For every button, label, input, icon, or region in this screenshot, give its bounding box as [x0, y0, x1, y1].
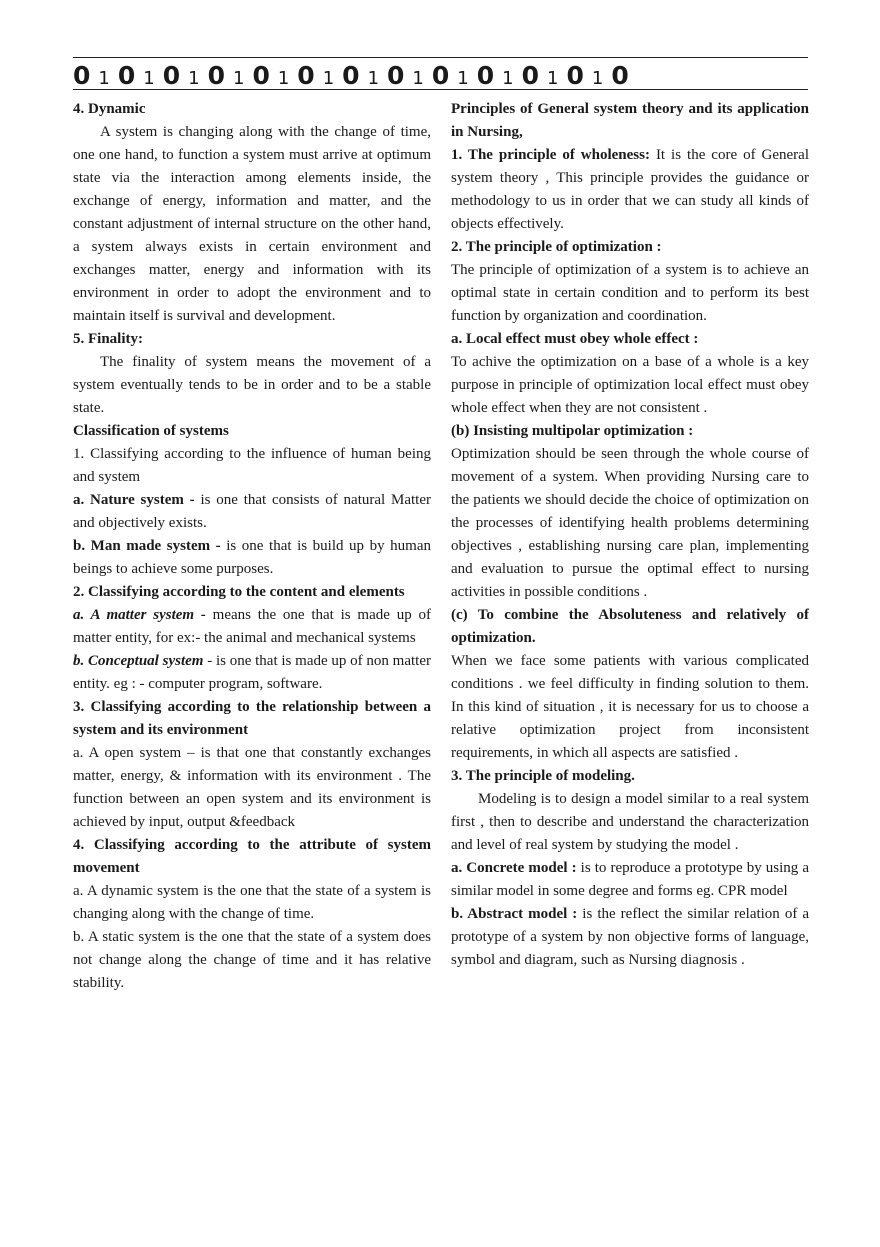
class3-heading: 3. Classifying according to the relationship between a system and its environment [73, 699, 431, 738]
matter-system-label: a. A matter system - [73, 607, 206, 623]
concrete-model-paragraph [451, 857, 809, 903]
header-digit: 0 [387, 61, 405, 88]
concrete-model-label: a. Concrete model : [451, 860, 577, 876]
header-digit: 0 [342, 61, 360, 88]
nature-system-text: is one that consists of natural Matter and objectively exists. [73, 492, 431, 531]
nature-system-label: a. Nature system - [73, 492, 195, 508]
manmade-system-label: b. Man made system - [73, 538, 221, 554]
local-effect-paragraph: To achive the optimization on a base of a whole is a key purpose in principle of optimization local effect must obey whole effect when they are not consistent . [451, 354, 809, 416]
header-digit: 0 [521, 61, 539, 88]
header-digit: 0 [297, 61, 315, 88]
header-digit: 1 [277, 68, 290, 88]
class1-paragraph: 1. Classifying according to the influence of human being and system [73, 446, 431, 485]
finality-heading: 5. Finality: [73, 331, 143, 347]
open-system-paragraph: a. A open system – is that one that constantly exchanges matter, energy, & information with its environment . The function between an open system and its environment is achieved by input, output &feedback [73, 745, 431, 830]
header-digit: 0 [207, 61, 225, 88]
multipolar-paragraph: Optimization should be seen through the whole course of movement of a system. When providing Nursing care to the patients we should decide the choice of optimization on the processes of identifying health problems determining objectives , establishing nursing care plan, implementing and evaluation to pursue the optimal effect to nursing activities in possible conditions . [451, 446, 809, 600]
optimization-paragraph: The principle of optimization of a system is to achieve an optimal state in certain condition and to perform its best function by organization and coordination. [451, 262, 809, 324]
header-digit: 1 [457, 68, 469, 88]
header-digit: 1 [591, 68, 604, 88]
modeling-heading: 3. The principle of modeling. [451, 768, 635, 784]
binary-header-bar [73, 60, 808, 88]
abstract-model-paragraph [451, 903, 809, 972]
header-digit: 0 [611, 61, 629, 88]
header-digit: 0 [162, 61, 181, 88]
wholeness-paragraph [451, 144, 809, 236]
header-digit: 1 [188, 68, 200, 88]
header-digit: 1 [367, 68, 380, 88]
header-digit: 1 [502, 68, 514, 88]
abstract-model-label: b. Abstract model : [451, 906, 578, 922]
abstract-model-text: is the reflect the similar relation of a prototype of a system by non objective forms of language, symbol and diagram, such as Nursing diagnosis . [451, 906, 809, 968]
principles-heading: Principles of General system theory and its application in Nursing, [451, 101, 809, 140]
classification-heading: Classification of systems [73, 423, 229, 439]
header-digit: 1 [143, 68, 155, 88]
conceptual-system-paragraph [73, 650, 431, 696]
absoluteness-paragraph: When we face some patients with various complicated conditions . we feel difficulty in finding solution to them. In this kind of situation , it is necessary for us to choose a relative optimization project from inconsistent requirements, in which all aspects are satisfied . [451, 653, 809, 761]
class4-heading: 4. Classifying according to the attribute of system movement [73, 837, 431, 876]
header-digit: 0 [431, 61, 450, 88]
header-digit: 0 [566, 61, 584, 88]
header-bottom-rule [73, 89, 808, 90]
matter-system-paragraph [73, 604, 431, 650]
concrete-model-text: is to reproduce a prototype by using a similar model in some degree and forms eg. CPR model [451, 860, 809, 899]
left-column [73, 98, 431, 995]
nature-system-paragraph [73, 489, 431, 535]
header-digit: 1 [232, 68, 245, 88]
conceptual-system-text: - is one that is made up of non matter entity. eg : - computer program, software. [73, 653, 431, 692]
header-digit: 0 [252, 61, 270, 88]
finality-paragraph: The finality of system means the movement of a system eventually tends to be in order and to be a stable state. [73, 354, 431, 416]
static-system-paragraph: b. A static system is the one that the state of a system does not change along the change of time and it has relative stability. [73, 929, 431, 991]
right-column [451, 98, 809, 972]
header-digit: 1 [98, 68, 110, 88]
header-digit: 1 [547, 68, 559, 88]
header-digit: 0 [117, 61, 136, 88]
dynamic-system-paragraph: a. A dynamic system is the one that the state of a system is changing along with the change of time. [73, 883, 431, 922]
header-digit: 1 [412, 68, 424, 88]
class2-heading: 2. Classifying according to the content and elements [73, 584, 405, 600]
absoluteness-heading: (c) To combine the Absoluteness and relatively of optimization. [451, 607, 809, 646]
header-digit: 0 [476, 61, 495, 88]
manmade-system-text: is one that is build up by human beings to achieve some purposes. [73, 538, 432, 577]
optimization-heading: 2. The principle of optimization : [451, 239, 662, 255]
conceptual-system-label: b. Conceptual system [73, 653, 204, 669]
manmade-system-paragraph [73, 535, 431, 581]
local-effect-heading: a. Local effect must obey whole effect : [451, 331, 699, 347]
header-top-rule [73, 57, 808, 58]
header-digit: 1 [322, 68, 335, 88]
modeling-paragraph: Modeling is to design a model similar to a real system first , then to describe and understand the characterization and level of real system by studying the model . [451, 791, 809, 853]
wholeness-text: It is the core of General system theory , This principle provides the guidance or methodology to us in order that we can study all kinds of objects effectively. [451, 147, 809, 232]
dynamic-paragraph: A system is changing along with the change of time, one one hand, to function a system must arrive at optimum state via the interaction among elements inside, the exchange of energy, information and matter, and the constant adjustment of internal structure on the other hand, a system always exists in certain environment and exchanges matter, energy and information with its environment in order to adopt the environment and to maintain itself is survival and development. [73, 124, 431, 324]
wholeness-label: 1. The principle of wholeness: [451, 147, 650, 163]
matter-system-text: means the one that is made up of matter entity, for ex:- the animal and mechanical systems [73, 607, 431, 646]
header-digit: 0 [73, 61, 91, 88]
dynamic-heading: 4. Dynamic [73, 101, 146, 117]
multipolar-heading: (b) Insisting multipolar optimization : [451, 423, 694, 439]
